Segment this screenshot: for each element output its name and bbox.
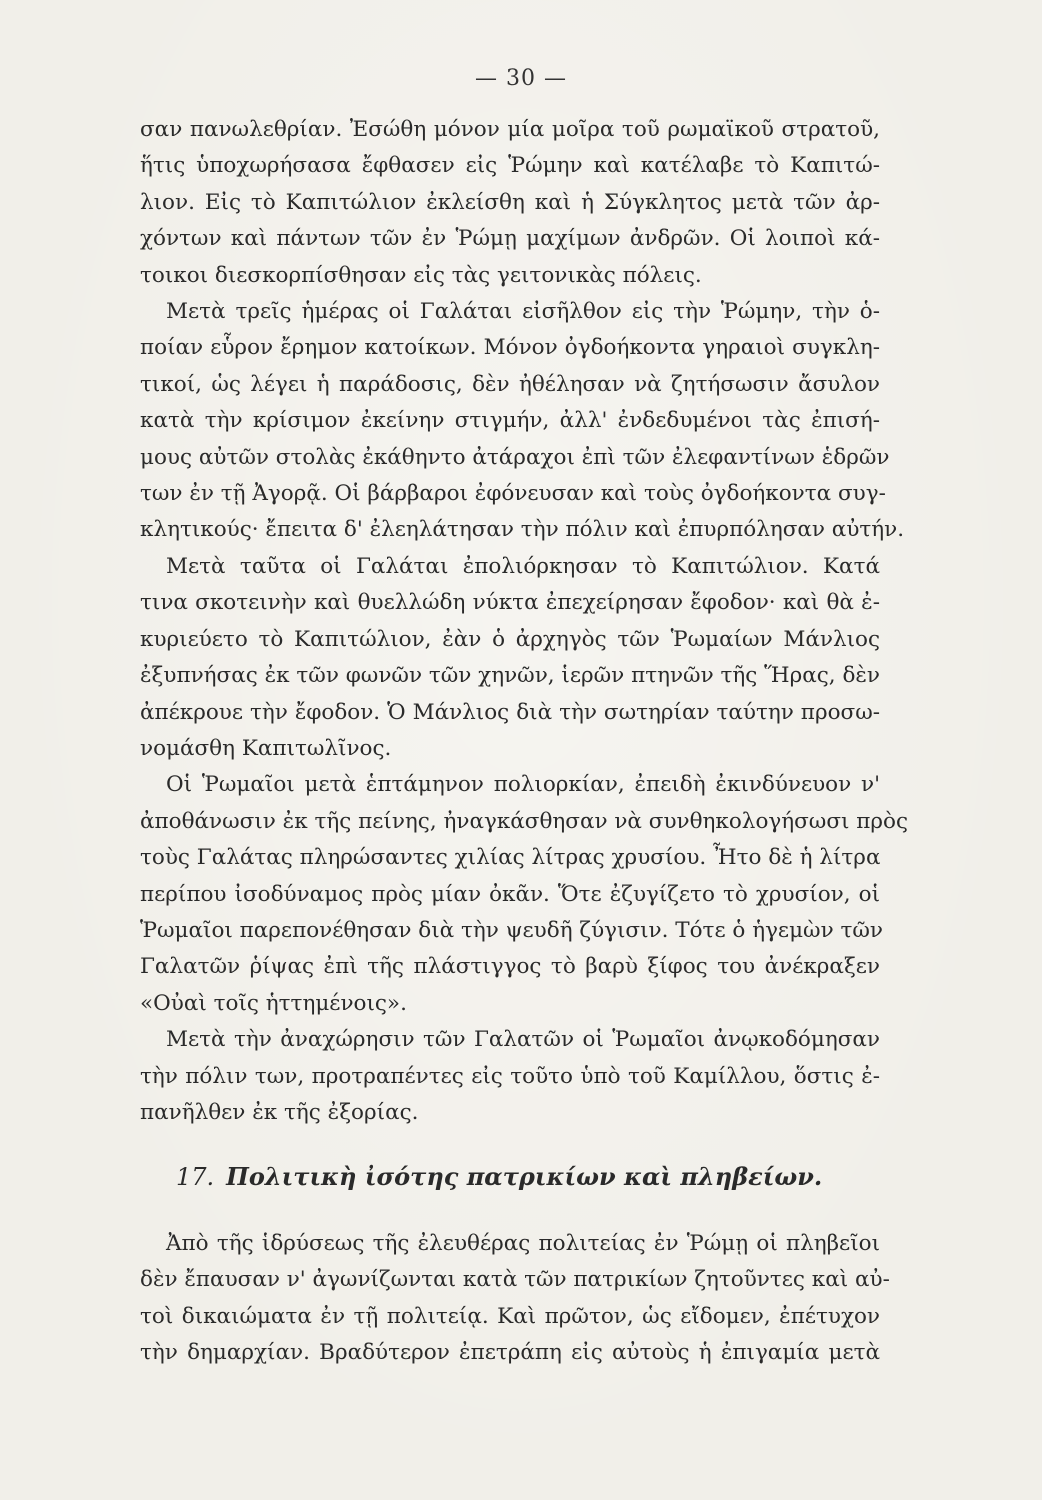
- text-line: των ἐν τῇ Ἀγορᾷ. Οἱ βάρβαροι ἐφόνευσαν καὶ τοὺς ὀγδοήκοντα συγ-: [140, 481, 886, 507]
- text-line: λιον. Εἰς τὸ Καπιτώλιον ἐκλείσθη καὶ ἡ Σύγκλητος μετὰ τῶν ἀρ-: [140, 189, 880, 215]
- section-title: Πολιτικὴ ἰσότης πατρικίων καὶ πληβείων.: [226, 1162, 823, 1191]
- text-line: τοὺς Γαλάτας πληρώσαντες χιλίας λίτρας χρυσίου. Ἦτο δὲ ἡ λίτρα: [140, 845, 881, 871]
- page-number: — 30 —: [475, 66, 567, 91]
- text-line: «Οὐαὶ τοῖς ἡττημένοις».: [140, 990, 407, 1016]
- text-line: Μετὰ ταῦτα οἱ Γαλάται ἐπολιόρκησαν τὸ Καπιτώλιον. Κατά: [166, 553, 880, 579]
- paragraph-1: [140, 112, 880, 294]
- text-line: πανῆλθεν ἐκ τῆς ἐξορίας.: [140, 1099, 419, 1125]
- text-line: χόντων καὶ πάντων τῶν ἐν Ῥώμῃ μαχίμων ἀνδρῶν. Οἱ λοιποὶ κά-: [140, 226, 880, 252]
- text-line: τὴν δημαρχίαν. Βραδύτερον ἐπετράπη εἰς αὐτοὺς ἡ ἐπιγαμία μετὰ: [140, 1340, 880, 1366]
- text-line: ἐξυπνήσας ἐκ τῶν φωνῶν τῶν χηνῶν, ἱερῶν πτηνῶν τῆς Ἥρας, δὲν: [140, 663, 880, 689]
- text-line: κλητικούς· ἔπειτα δ' ἐλεηλάτησαν τὴν πόλιν καὶ ἐπυρπόλησαν αὐτήν.: [140, 517, 905, 543]
- text-line: τὴν πόλιν των, προτραπέντες εἰς τοῦτο ὑπὸ τοῦ Καμίλλου, ὅστις ἐ-: [140, 1063, 880, 1089]
- text-line: Μετὰ τὴν ἀναχώρησιν τῶν Γαλατῶν οἱ Ῥωμαῖοι ἀνῳκοδόμησαν: [166, 1027, 880, 1053]
- text-line: σαν πανωλεθρίαν. Ἐσώθη μόνον μία μοῖρα τοῦ ρωμαϊκοῦ στρατοῦ,: [140, 117, 880, 142]
- text-line: τοὶ δικαιώματα ἐν τῇ πολιτείᾳ. Καὶ πρῶτον, ὡς εἴδομεν, ἐπέτυχον: [140, 1303, 880, 1329]
- text-line: Ῥωμαῖοι παρεπονέθησαν διὰ τὴν ψευδῆ ζύγισιν. Τότε ὁ ἡγεμὼν τῶν: [140, 917, 883, 943]
- text-line: μους αὐτῶν στολὰς ἐκάθηντο ἀτάραχοι ἐπὶ τῶν ἐλεφαντίνων ἑδρῶν: [140, 444, 890, 470]
- text-line: τινα σκοτεινὴν καὶ θυελλώδη νύκτα ἐπεχείρησαν ἔφοδον· καὶ θὰ ἐ-: [140, 590, 880, 616]
- text-line: Μετὰ τρεῖς ἡμέρας οἱ Γαλάται εἰσῆλθον εἰς τὴν Ῥώμην, τὴν ὁ-: [166, 299, 880, 325]
- paragraph-4: [140, 767, 909, 1022]
- text-line: τικοί, ὡς λέγει ἡ παράδοσις, δὲν ἠθέλησαν νὰ ζητήσωσιν ἄσυλον: [140, 371, 880, 397]
- paragraph-3: [140, 549, 880, 767]
- text-line: Ἀπὸ τῆς ἱδρύσεως τῆς ἐλευθέρας πολιτείας ἐν Ῥώμῃ οἱ πληβεῖοι: [166, 1231, 880, 1256]
- section-paragraph: [140, 1226, 890, 1372]
- paragraph-5: [140, 1022, 880, 1131]
- text-line: ἀπέκρουε τὴν ἔφοδον. Ὁ Μάνλιος διὰ τὴν σωτηρίαν ταύτην προσω-: [140, 699, 880, 725]
- text-line: ποίαν εὗρον ἔρημον κατοίκων. Μόνον ὀγδοήκοντα γηραιοὶ συγκλη-: [140, 335, 880, 361]
- main-text: [140, 112, 909, 1131]
- section-heading: [176, 1162, 822, 1191]
- section-number: 17.: [176, 1163, 215, 1191]
- text-line: Γαλατῶν ῥίψας ἐπὶ τῆς πλάστιγγος τὸ βαρὺ ξίφος του ἀνέκραξεν: [140, 954, 880, 980]
- text-line: Οἱ Ῥωμαῖοι μετὰ ἑπτάμηνον πολιορκίαν, ἐπειδὴ ἐκινδύνευον ν': [166, 772, 880, 798]
- text-line: περίπου ἰσοδύναμος πρὸς μίαν ὀκᾶν. Ὅτε ἐζυγίζετο τὸ χρυσίον, οἱ: [140, 881, 880, 907]
- text-line: κατὰ τὴν κρίσιμον ἐκείνην στιγμήν, ἀλλ' ἐνδεδυμένοι τὰς ἐπισή-: [140, 408, 880, 434]
- text-line: τοικοι διεσκορπίσθησαν εἰς τὰς γειτονικὰς πόλεις.: [140, 262, 702, 288]
- section-text: [140, 1226, 890, 1372]
- text-line: ἥτις ὑποχωρήσασα ἔφθασεν εἰς Ῥώμην καὶ κατέλαβε τὸ Καπιτώ-: [140, 153, 880, 179]
- text-line: κυριεύετο τὸ Καπιτώλιον, ἐὰν ὁ ἀρχηγὸς τῶν Ῥωμαίων Μάνλιος: [140, 626, 880, 652]
- text-line: νομάσθη Καπιτωλῖνος.: [140, 735, 392, 761]
- text-line: δὲν ἔπαυσαν ν' ἀγωνίζωνται κατὰ τῶν πατρικίων ζητοῦντες καὶ αὐ-: [140, 1267, 890, 1293]
- paragraph-2: [140, 294, 905, 549]
- text-line: ἀποθάνωσιν ἐκ τῆς πείνης, ἠναγκάσθησαν νὰ συνθηκολογήσωσι πρὸς: [140, 808, 909, 834]
